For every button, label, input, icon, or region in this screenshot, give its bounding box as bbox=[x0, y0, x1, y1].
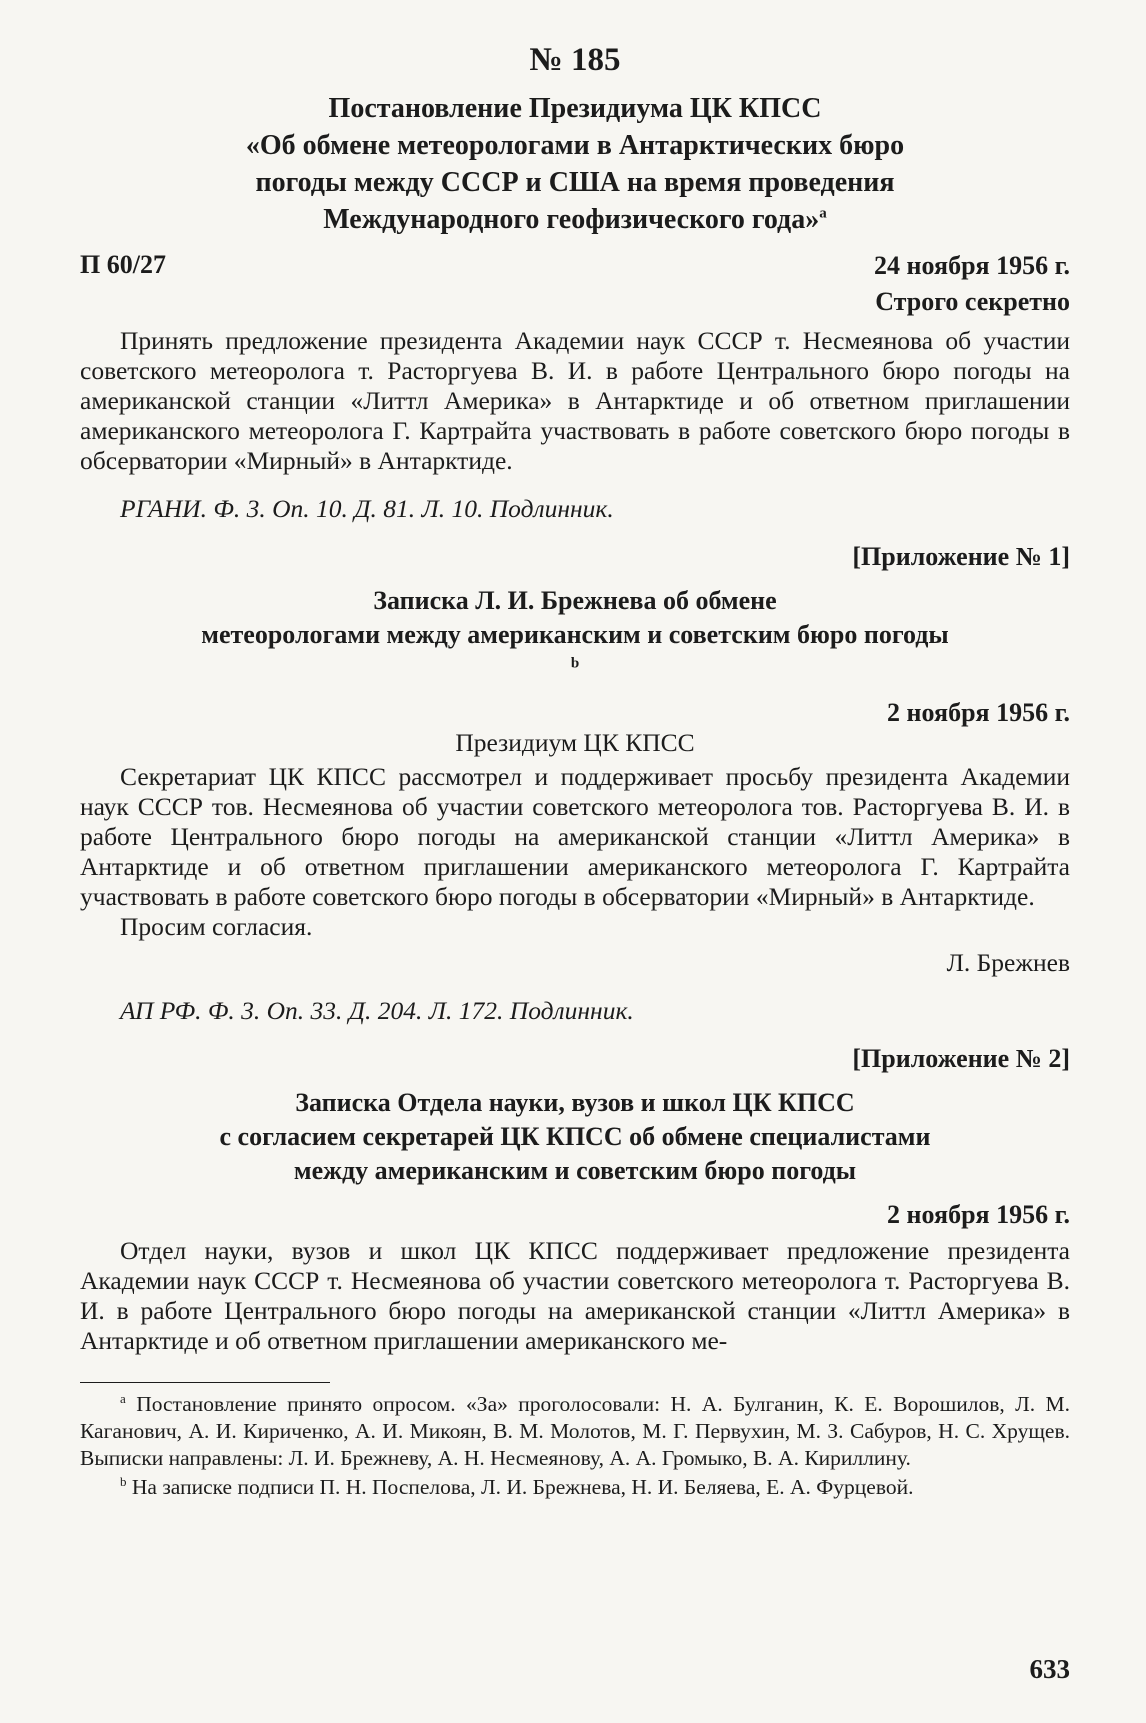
footnote-text: Постановление принято опросом. «За» проголосовали: Н. А. Булганин, К. Е. Ворошилов, Л. М. Каганович, А. И. Кириченко, А. И. Микоян, В. М. Молотов, М. Г. Первухин, М. З. Сабуров, Н. С. Хрущев. Выписки направлены: Л. И. Брежневу, А. Н. Несмеянову, А. А. Громыко, В. А. Кириллину. bbox=[80, 1392, 1070, 1470]
appendix-title-line: между американским и советским бюро погоды bbox=[293, 1156, 857, 1185]
appendix-date: 2 ноября 1956 г. bbox=[887, 1200, 1070, 1229]
document-date: 24 ноября 1956 г. bbox=[874, 251, 1070, 280]
document-title-line: погоды между СССР и США на время проведения bbox=[255, 167, 895, 198]
memo-request: Просим согласия. bbox=[120, 912, 313, 941]
appendix-title-line: с согласием секретарей ЦК КПСС об обмене специалистами bbox=[219, 1122, 931, 1151]
memo-text: Отдел науки, вузов и школ ЦК КПСС поддерживает предложение президента Академии наук СССР т. Несмеянова об участии советского метеоролога т. Расторгуева В. И. в работе Центрального бюро погоды на американской станции «Литтл Америка» в Антарктиде и об ответном приглашении американского ме- bbox=[80, 1236, 1070, 1355]
appendix-label: [Приложение № 1] bbox=[852, 542, 1070, 571]
appendix-title-line-text: метеорологами между американским и советским бюро погоды bbox=[201, 620, 949, 649]
footnote-mark: b bbox=[120, 1473, 127, 1489]
footnote bbox=[80, 1391, 1070, 1472]
archive-source: АП РФ. Ф. 3. Оп. 33. Д. 204. Л. 172. Подлинник. bbox=[120, 996, 634, 1025]
appendix-label: [Приложение № 2] bbox=[852, 1044, 1070, 1073]
appendix-title bbox=[80, 584, 1070, 686]
document-title-line: Постановление Президиума ЦК КПСС bbox=[328, 93, 822, 124]
document-title-line bbox=[80, 201, 1070, 238]
document-title bbox=[80, 90, 1070, 238]
document-number: № 185 bbox=[529, 42, 621, 78]
footnote-mark: a bbox=[120, 1390, 126, 1406]
appendix-title-line: Записка Л. И. Брежнева об обмене bbox=[373, 586, 777, 615]
appendix-title-line bbox=[80, 618, 1070, 686]
page-number: 633 bbox=[1029, 1654, 1070, 1684]
document-meta bbox=[80, 248, 1070, 322]
appendix-title bbox=[80, 1086, 1070, 1188]
document-title-line-text: Международного геофизического года» bbox=[323, 204, 820, 235]
document-title-line: «Об обмене метеорологами в Антарктических бюро bbox=[245, 130, 905, 161]
footnote-divider bbox=[80, 1382, 330, 1383]
footnote bbox=[80, 1474, 1070, 1501]
footnote-text: На записке подписи П. Н. Поспелова, Л. И. Брежнева, Н. И. Беляева, Е. А. Фурцевой. bbox=[131, 1475, 914, 1499]
resolution-text: Принять предложение президента Академии наук СССР т. Несмеянова об участии советского метеоролога т. Расторгуева В. И. в работе Центрального бюро погоды на американской станции «Литтл Америка» в Антарктиде и об ответном приглашении американского метеоролога Г. Картрайта участвовать в работе советского бюро погоды в обсерватории «Мирный» в Антарктиде. bbox=[80, 326, 1070, 475]
footnote-mark: a bbox=[819, 205, 827, 222]
signature: Л. Брежнев bbox=[946, 948, 1070, 977]
addressee: Президиум ЦК КПСС bbox=[455, 728, 695, 757]
appendix-title-line: Записка Отдела науки, вузов и школ ЦК КПСС bbox=[295, 1088, 855, 1117]
archive-source: РГАНИ. Ф. 3. Оп. 10. Д. 81. Л. 10. Подлинник. bbox=[120, 494, 614, 523]
document-date-block bbox=[874, 248, 1070, 320]
protocol-number: П 60/27 bbox=[80, 250, 166, 279]
memo-text: Секретариат ЦК КПСС рассмотрел и поддерживает просьбу президента Академии наук СССР тов. Несмеянова об участии советского метеоролога тов. Расторгуева В. И. в работе Центрального бюро погоды на американской станции «Литтл Америка» в Антарктиде и об ответном приглашении американского метеоролога Г. Картрайта участвовать в работе советского бюро погоды в обсерватории «Мирный» в Антарктиде. bbox=[80, 762, 1070, 911]
footnote-mark: b bbox=[570, 655, 580, 672]
appendix-date: 2 ноября 1956 г. bbox=[887, 698, 1070, 727]
page-content bbox=[80, 40, 1070, 1503]
classification-stamp: Строго секретно bbox=[875, 287, 1070, 316]
